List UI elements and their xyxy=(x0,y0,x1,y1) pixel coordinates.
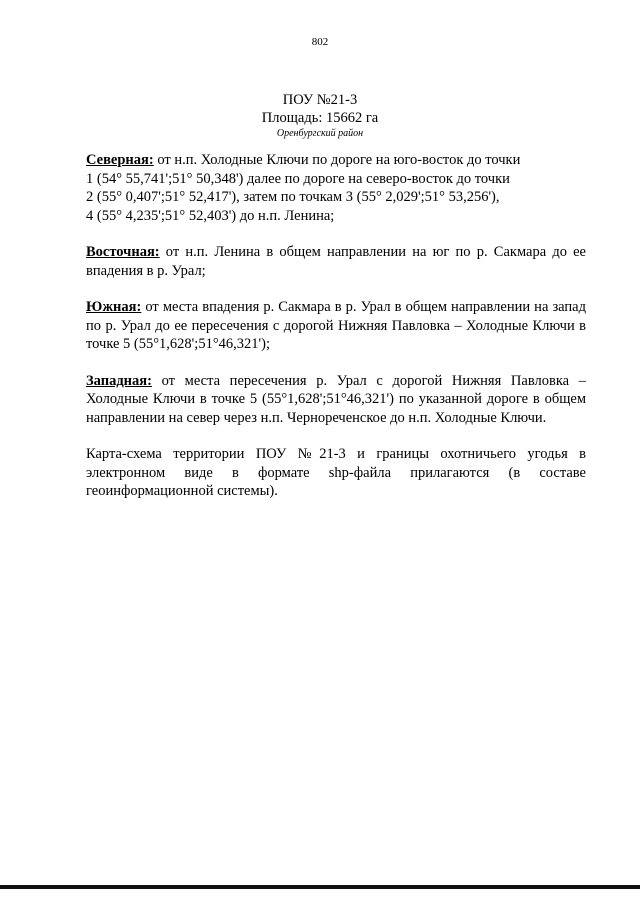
east-boundary-paragraph xyxy=(86,243,586,280)
district-text: Оренбургский район xyxy=(276,128,364,139)
east-boundary-label: Восточная: xyxy=(86,244,160,260)
north-line-4: 4 (55° 4,235';51° 52,403') до н.п. Ленина; xyxy=(86,207,335,224)
north-line-3: 2 (55° 0,407';51° 52,417'), затем по точкам 3 (55° 2,029';51° 53,256'), xyxy=(86,189,500,205)
west-boundary-paragraph xyxy=(86,372,586,428)
south-boundary-paragraph xyxy=(86,298,586,354)
north-line-2: 1 (54° 55,741';51° 50,348') далее по дороге на северо-восток до точки xyxy=(86,170,510,187)
north-line-1 xyxy=(86,151,586,170)
closing-note: Карта-схема территории ПОУ №21-3 и границы охотничьего угодья в электронном виде в формате shp-файла прилагаются (в составе геоинформационной системы). xyxy=(86,446,586,499)
north-boundary-paragraph xyxy=(86,151,586,225)
document-title: ПОУ №21-3 xyxy=(282,92,358,108)
document-header xyxy=(0,91,640,140)
west-boundary-text: от места пересечения р. Урал с дорогой Нижняя Павловка – Холодные Ключи в точке 5 (55°1,628';51°46,321') по указанной дороге в общем направлении на север через н.п. Чернореченское до н.п. Холодные Ключи. xyxy=(86,372,586,426)
north-boundary-label: Северная: xyxy=(86,152,154,168)
north-text-1: от н.п. Холодные Ключи по дороге на юго-восток до точки xyxy=(153,152,521,168)
east-boundary-text: от н.п. Ленина в общем направлении на юг по р. Сакмара до ее впадения в р. Урал; xyxy=(86,244,586,279)
bottom-rule xyxy=(0,885,640,889)
south-boundary-label: Южная: xyxy=(86,299,142,315)
area-text: Площадь: 15662 га xyxy=(261,110,379,126)
west-boundary-label: Западная: xyxy=(86,372,152,389)
south-boundary-text: от места впадения р. Сакмара в р. Урал в общем направлении на запад по р. Урал до ее пересечения с дорогой Нижняя Павловка – Холодные Ключи в точке 5 (55°1,628';51°46,321'); xyxy=(86,299,586,352)
page-number: 802 xyxy=(311,36,329,48)
document-body xyxy=(86,151,586,519)
